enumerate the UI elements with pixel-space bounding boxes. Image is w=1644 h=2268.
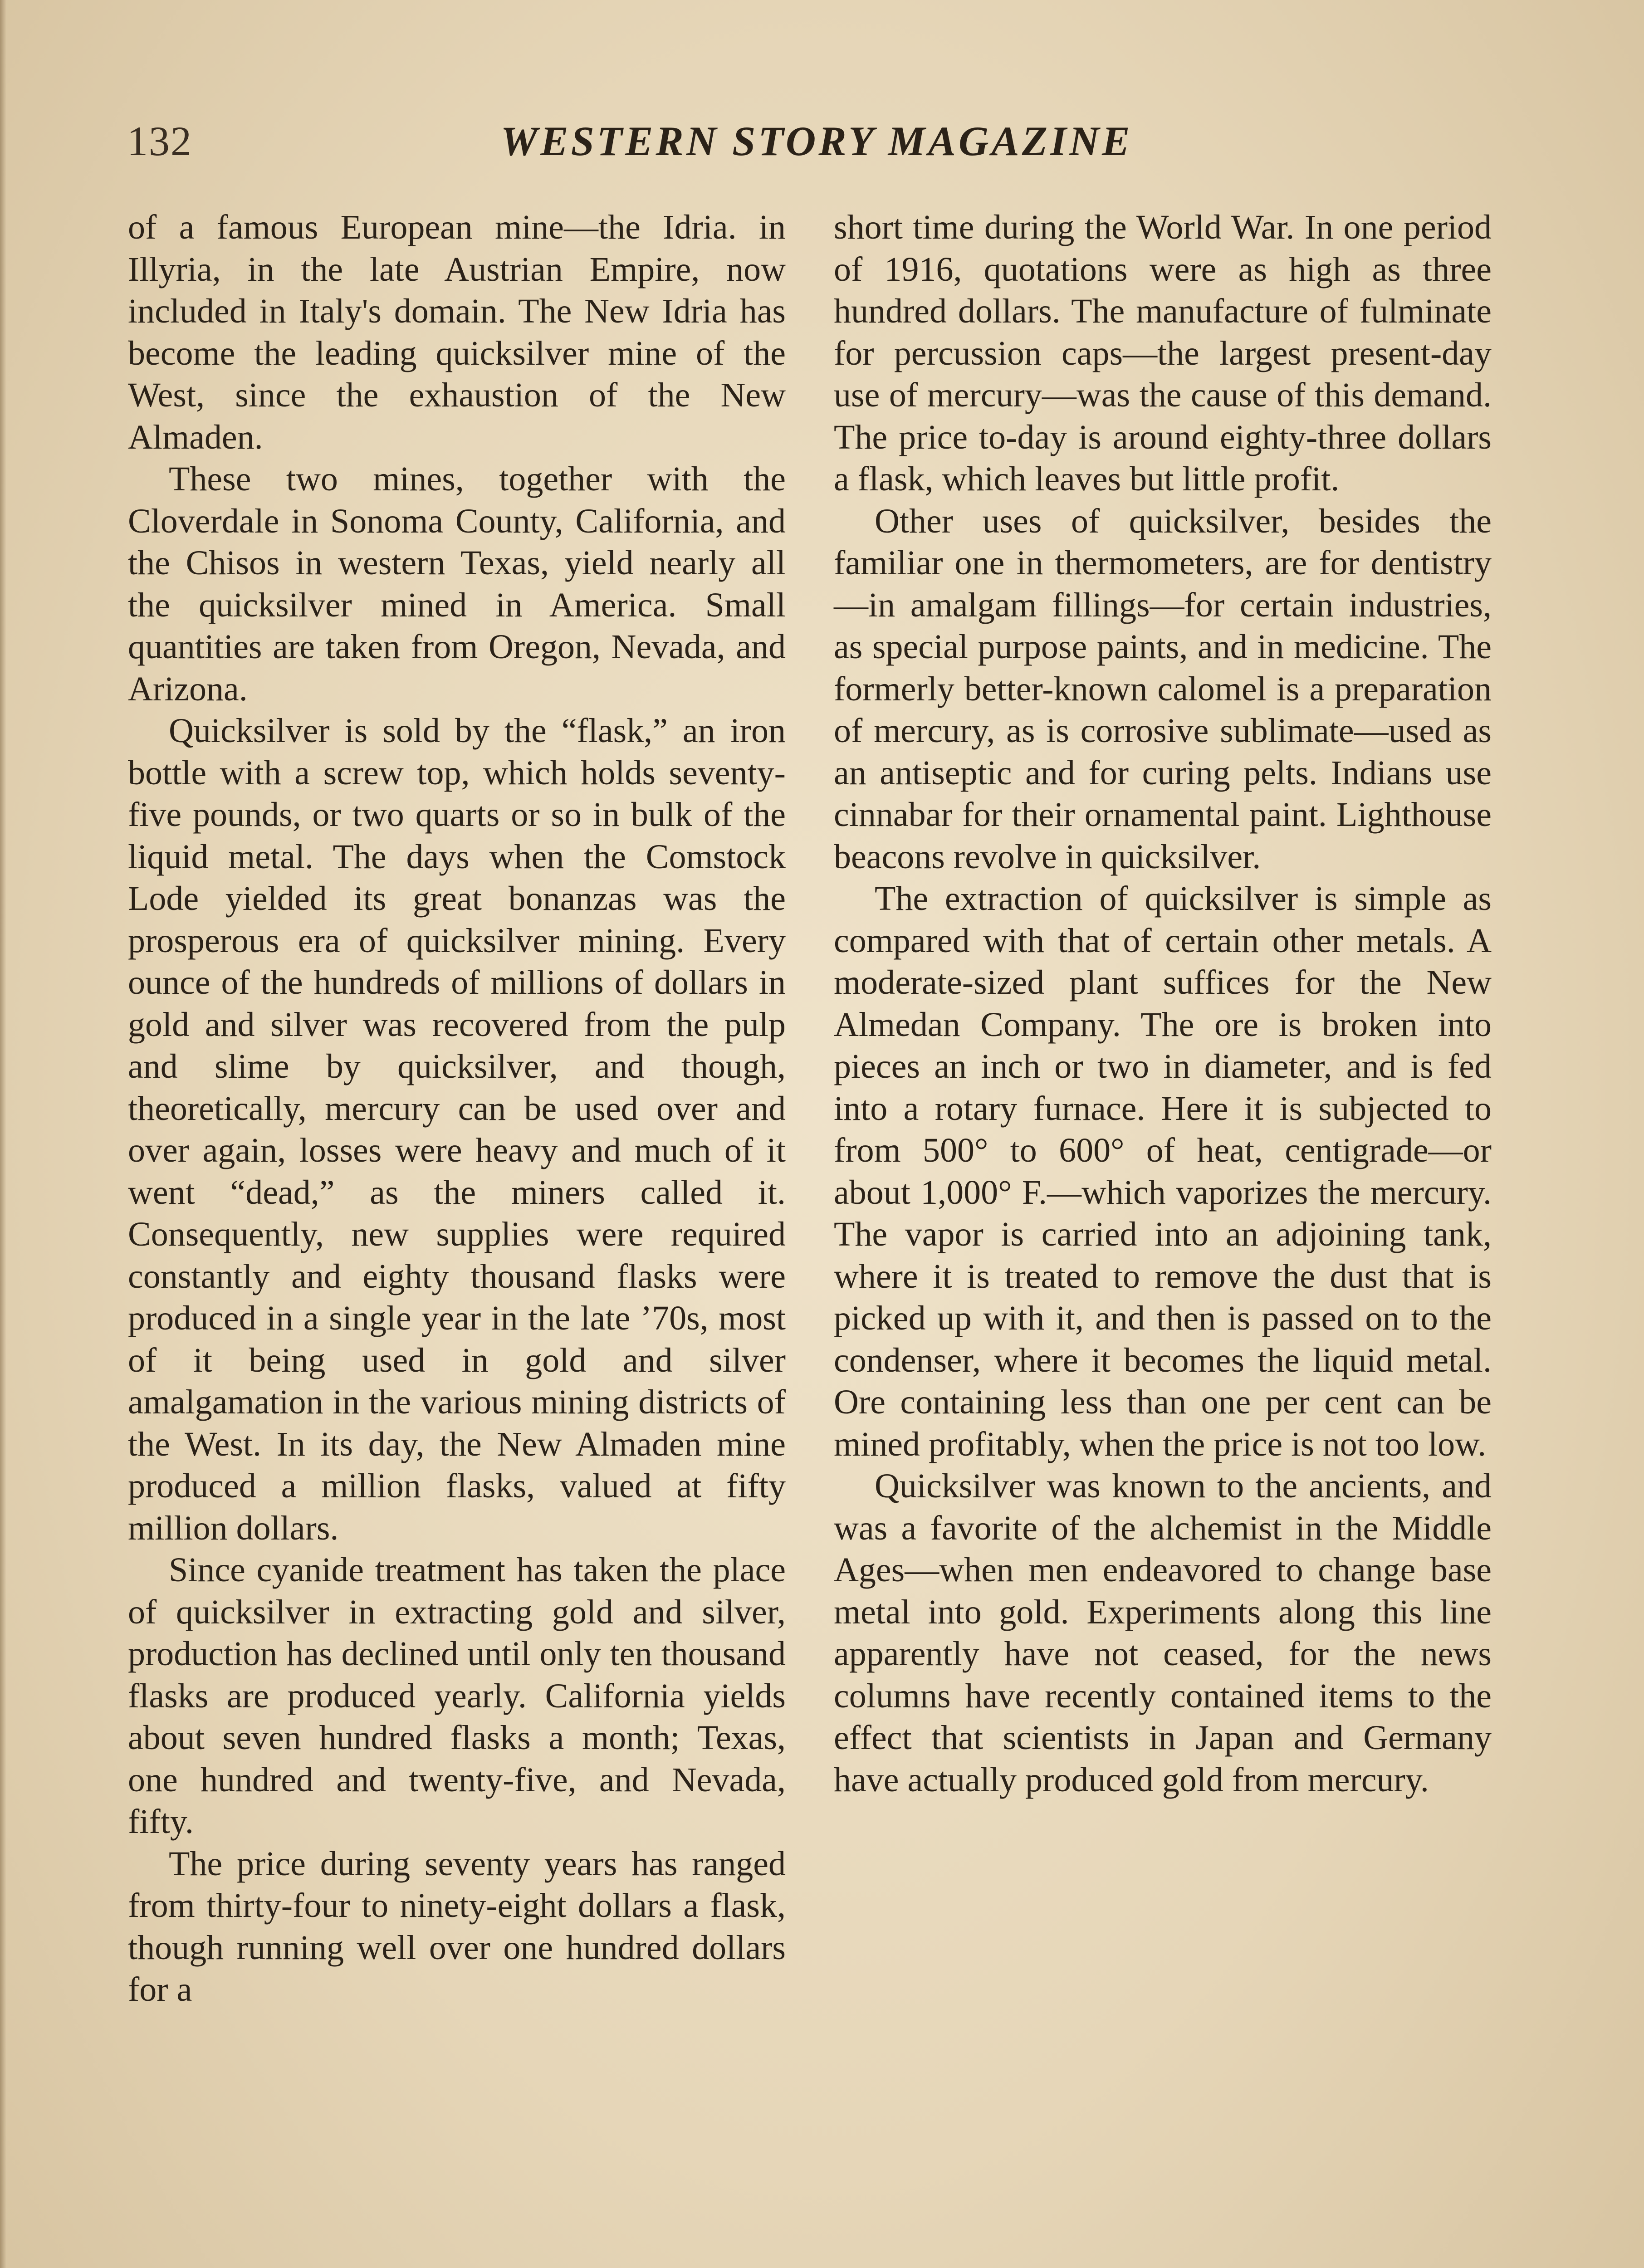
page-header xyxy=(127,117,1506,167)
paragraph: Since cyanide treatment has taken the place of quicksilver in extracting gold and silver, production has declined until only ten thousand flasks are produced yearly. California yields about seven hundred flasks a month; Texas, one hundred and twenty-five, and Nevada, fifty. xyxy=(128,1551,786,1841)
paragraph: Quicksilver is sold by the “flask,” an iron bottle with a screw top, which holds seventy-five pounds, or two quarts or so in bulk of the liquid metal. The days when the Comstock Lode yielded its great bonanzas was the prosperous era of quicksilver mining. Every ounce of the hundreds of millions of dollars in gold and silver was recovered from the pulp and slime by quicksilver, and though, theoretically, mercury can be used over and over again, losses were heavy and much of it went “dead,” as the miners called it. Consequently, new supplies were required constantly and eighty thousand flasks were produced in a single year in the late ’70s, most of it being used in gold and silver amalgamation in the various mining districts of the West. In its day, the New Almaden mine produced a million flasks, valued at fifty million dollars. xyxy=(128,712,786,1547)
paragraph: Other uses of quicksilver, besides the familiar one in thermometers, are for dentistry—in amalgam fillings—for certain industries, as special purpose paints, and in medicine. The formerly better-known calomel is a preparation of mercury, as is corrosive sublimate—used as an antiseptic and for curing pelts. Indians use cinnabar for their ornamental paint. Lighthouse beacons revolve in quicksilver. xyxy=(834,502,1492,876)
paragraph: short time during the World War. In one period of 1916, quotations were as high as three hundred dollars. The manufacture of fulminate for percussion caps—the largest present-day use of mercury—was the cause of this demand. The price to-day is around eighty-three dollars a flask, which leaves but little profit. xyxy=(834,208,1492,498)
running-title: WESTERN STORY MAGAZINE xyxy=(500,118,1133,164)
page-binding-edge xyxy=(0,0,6,2268)
paragraph: Quicksilver was known to the ancients, and was a favorite of the alchemist in the Middle Ages—when men endeavored to change base metal into gold. Experiments along this line apparently have not ceased, for the news columns have recently contained items to the effect that scientists in Japan and Germany have actually produced gold from mercury. xyxy=(834,1467,1492,1799)
paragraph: The extraction of quicksilver is simple as compared with that of certain other metals. A moderate-sized plant suffices for the New Almedan Company. The ore is broken into pieces an inch or two in diameter, and is fed into a rotary furnace. Here it is subjected to from 500° to 600° of heat, centigrade—or about 1,000° F.—which vaporizes the mercury. The vapor is carried into an adjoining tank, where it is treated to remove the dust that is picked up with it, and then is passed on to the condenser, where it becomes the liquid metal. Ore containing less than one per cent can be mined profitably, when the price is not too low. xyxy=(834,880,1492,1463)
paragraph: of a famous European mine—the Idria. in Illyria, in the late Austrian Empire, now included in Italy's domain. The New Idria has become the leading quicksilver mine of the West, since the exhaustion of the New Almaden. xyxy=(128,208,786,456)
paragraph: The price during seventy years has ranged from thirty-four to ninety-eight dollars a flask, though running well over one hundred dollars for a xyxy=(128,1844,786,2009)
left-column xyxy=(128,206,786,2011)
right-column xyxy=(834,206,1492,1801)
paragraph: These two mines, together with the Cloverdale in Sonoma County, California, and the Chisos in western Texas, yield nearly all the quicksilver mined in America. Small quantities are taken from Oregon, Nevada, and Arizona. xyxy=(128,460,786,708)
page-number: 132 xyxy=(127,118,192,164)
